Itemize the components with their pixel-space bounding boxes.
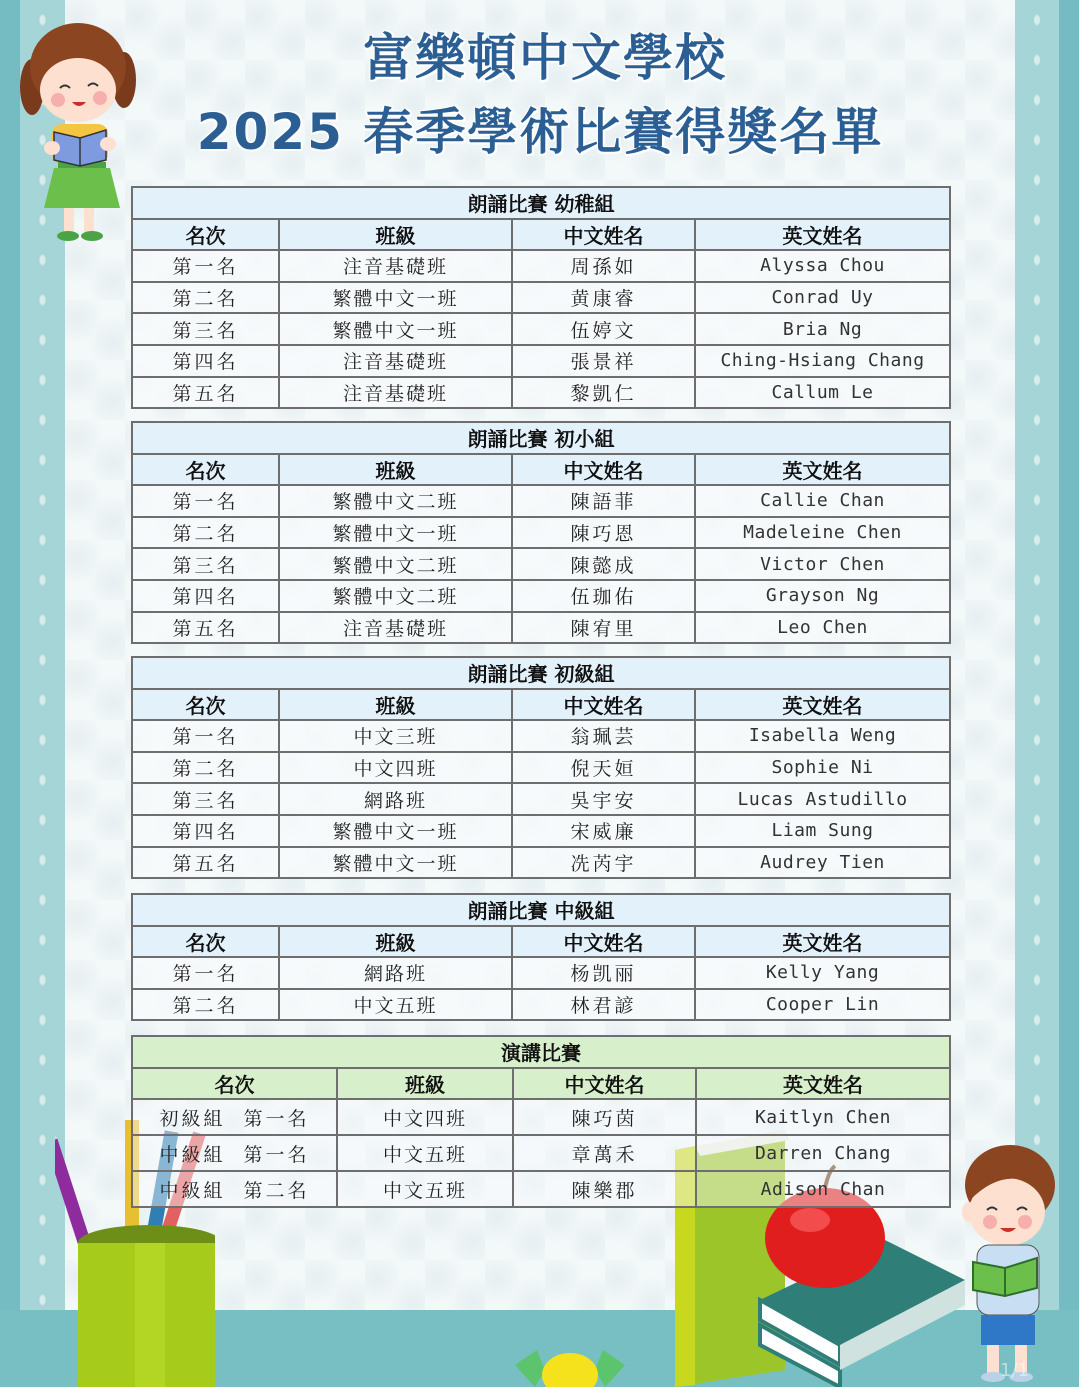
chinese-name-cell: 周孫如 xyxy=(512,250,695,282)
column-header-english-name: 英文姓名 xyxy=(695,454,950,486)
english-name-cell: Callum Le xyxy=(695,377,950,409)
rank-cell: 中級組 第一名 xyxy=(132,1135,337,1171)
class-cell: 中文五班 xyxy=(337,1171,513,1207)
english-name-cell: Bria Ng xyxy=(695,313,950,345)
class-cell: 中文四班 xyxy=(337,1099,513,1135)
column-header-rank: 名次 xyxy=(132,689,279,721)
table-caption: 演講比賽 xyxy=(132,1036,950,1068)
chinese-name-cell: 陳懿成 xyxy=(512,548,695,580)
rank-cell: 第五名 xyxy=(132,377,279,409)
rank-cell: 第四名 xyxy=(132,815,279,847)
table-caption: 朗誦比賽 幼稚組 xyxy=(132,187,950,219)
chinese-name-cell: 陳樂郡 xyxy=(513,1171,696,1207)
chinese-name-cell: 陳巧茵 xyxy=(513,1099,696,1135)
table-row xyxy=(132,377,950,409)
chinese-name-cell: 黄康睿 xyxy=(512,282,695,314)
speech-contest-table xyxy=(131,1035,951,1208)
column-header-chinese-name: 中文姓名 xyxy=(512,454,695,486)
class-cell: 繁體中文二班 xyxy=(279,580,512,612)
column-header-chinese-name: 中文姓名 xyxy=(512,926,695,958)
rank-cell: 第二名 xyxy=(132,752,279,784)
class-cell: 繁體中文一班 xyxy=(279,815,512,847)
table-header-row xyxy=(132,219,950,251)
page-marker: 1/1 xyxy=(1000,1360,1029,1381)
column-header-chinese-name: 中文姓名 xyxy=(512,219,695,251)
background-right-pattern xyxy=(1015,0,1059,1310)
column-header-rank: 名次 xyxy=(132,219,279,251)
column-header-class: 班級 xyxy=(279,926,512,958)
english-name-cell: Grayson Ng xyxy=(695,580,950,612)
chinese-name-cell: 杨凯丽 xyxy=(512,957,695,989)
table-row xyxy=(132,1099,950,1135)
rank-cell: 第三名 xyxy=(132,783,279,815)
table-row xyxy=(132,783,950,815)
rank-cell: 第四名 xyxy=(132,345,279,377)
column-header-class: 班級 xyxy=(279,219,512,251)
table-row xyxy=(132,847,950,879)
rank-cell: 第三名 xyxy=(132,548,279,580)
column-header-class: 班級 xyxy=(337,1068,513,1100)
table-row xyxy=(132,313,950,345)
english-name-cell: Madeleine Chen xyxy=(695,517,950,549)
chinese-name-cell: 張景祥 xyxy=(512,345,695,377)
table-row xyxy=(132,345,950,377)
english-name-cell: Kaitlyn Chen xyxy=(696,1099,950,1135)
class-cell: 中文五班 xyxy=(279,989,512,1021)
rank-cell: 第五名 xyxy=(132,612,279,644)
table-row xyxy=(132,720,950,752)
class-cell: 繁體中文一班 xyxy=(279,313,512,345)
chinese-name-cell: 陳宥里 xyxy=(512,612,695,644)
column-header-english-name: 英文姓名 xyxy=(695,926,950,958)
rank-cell: 第四名 xyxy=(132,580,279,612)
recitation-kindergarten-table xyxy=(131,186,951,409)
table-row xyxy=(132,612,950,644)
recitation-intermediate-table xyxy=(131,893,951,1021)
table-header-row xyxy=(132,689,950,721)
english-name-cell: Lucas Astudillo xyxy=(695,783,950,815)
english-name-cell: Callie Chan xyxy=(695,485,950,517)
column-header-rank: 名次 xyxy=(132,926,279,958)
chinese-name-cell: 冼芮宇 xyxy=(512,847,695,879)
chinese-name-cell: 伍婷文 xyxy=(512,313,695,345)
table-row xyxy=(132,989,950,1021)
english-name-cell: Darren Chang xyxy=(696,1135,950,1171)
table-row xyxy=(132,548,950,580)
recitation-elementary-table xyxy=(131,656,951,879)
english-name-cell: Alyssa Chou xyxy=(695,250,950,282)
english-name-cell: Ching-Hsiang Chang xyxy=(695,345,950,377)
rank-cell: 第二名 xyxy=(132,282,279,314)
column-header-class: 班級 xyxy=(279,689,512,721)
rank-cell: 第一名 xyxy=(132,250,279,282)
class-cell: 網路班 xyxy=(279,783,512,815)
table-header-row xyxy=(132,454,950,486)
english-name-cell: Sophie Ni xyxy=(695,752,950,784)
class-cell: 繁體中文一班 xyxy=(279,282,512,314)
rank-cell: 第一名 xyxy=(132,957,279,989)
rank-cell: 第二名 xyxy=(132,517,279,549)
page-title: 2025 春季學術比賽得獎名單 xyxy=(196,103,884,161)
class-cell: 中文五班 xyxy=(337,1135,513,1171)
wrapped-candy-icon xyxy=(515,1345,625,1387)
background-right-strip xyxy=(1059,0,1079,1387)
english-name-cell: Kelly Yang xyxy=(695,957,950,989)
column-header-class: 班級 xyxy=(279,454,512,486)
rank-cell: 第一名 xyxy=(132,720,279,752)
table-row xyxy=(132,250,950,282)
class-cell: 中文三班 xyxy=(279,720,512,752)
class-cell: 網路班 xyxy=(279,957,512,989)
english-name-cell: Adison Chan xyxy=(696,1171,950,1207)
chinese-name-cell: 翁珮芸 xyxy=(512,720,695,752)
english-name-cell: Isabella Weng xyxy=(695,720,950,752)
class-cell: 繁體中文二班 xyxy=(279,548,512,580)
rank-cell: 第二名 xyxy=(132,989,279,1021)
class-cell: 注音基礎班 xyxy=(279,612,512,644)
table-row xyxy=(132,580,950,612)
table-header-row xyxy=(132,1068,950,1100)
table-row xyxy=(132,752,950,784)
english-name-cell: Audrey Tien xyxy=(695,847,950,879)
table-row xyxy=(132,282,950,314)
table-row xyxy=(132,1135,950,1171)
class-cell: 中文四班 xyxy=(279,752,512,784)
class-cell: 繁體中文一班 xyxy=(279,517,512,549)
chinese-name-cell: 章萬禾 xyxy=(513,1135,696,1171)
column-header-rank: 名次 xyxy=(132,1068,337,1100)
rank-cell: 初級組 第一名 xyxy=(132,1099,337,1135)
chinese-name-cell: 林君諺 xyxy=(512,989,695,1021)
chinese-name-cell: 陳巧恩 xyxy=(512,517,695,549)
rank-cell: 第五名 xyxy=(132,847,279,879)
class-cell: 繁體中文二班 xyxy=(279,485,512,517)
table-row xyxy=(132,815,950,847)
english-name-cell: Victor Chen xyxy=(695,548,950,580)
table-caption: 朗誦比賽 初小組 xyxy=(132,422,950,454)
table-row xyxy=(132,485,950,517)
rank-cell: 中級組 第二名 xyxy=(132,1171,337,1207)
english-name-cell: Leo Chen xyxy=(695,612,950,644)
column-header-chinese-name: 中文姓名 xyxy=(512,689,695,721)
column-header-english-name: 英文姓名 xyxy=(696,1068,950,1100)
column-header-chinese-name: 中文姓名 xyxy=(513,1068,696,1100)
chinese-name-cell: 倪天姮 xyxy=(512,752,695,784)
table-header-row xyxy=(132,926,950,958)
column-header-english-name: 英文姓名 xyxy=(695,219,950,251)
english-name-cell: Cooper Lin xyxy=(695,989,950,1021)
class-cell: 注音基礎班 xyxy=(279,377,512,409)
chinese-name-cell: 吳宇安 xyxy=(512,783,695,815)
chinese-name-cell: 黎凱仁 xyxy=(512,377,695,409)
column-header-english-name: 英文姓名 xyxy=(695,689,950,721)
english-name-cell: Liam Sung xyxy=(695,815,950,847)
chinese-name-cell: 伍珈佑 xyxy=(512,580,695,612)
school-name: 富樂頓中文學校 xyxy=(363,29,727,87)
table-row xyxy=(132,1171,950,1207)
rank-cell: 第三名 xyxy=(132,313,279,345)
chinese-name-cell: 陳語菲 xyxy=(512,485,695,517)
title-block xyxy=(130,22,950,168)
table-caption: 朗誦比賽 初級組 xyxy=(132,657,950,689)
class-cell: 注音基礎班 xyxy=(279,250,512,282)
class-cell: 注音基礎班 xyxy=(279,345,512,377)
rank-cell: 第一名 xyxy=(132,485,279,517)
recitation-lower-elementary-table xyxy=(131,421,951,644)
table-row xyxy=(132,957,950,989)
table-row xyxy=(132,517,950,549)
english-name-cell: Conrad Uy xyxy=(695,282,950,314)
class-cell: 繁體中文一班 xyxy=(279,847,512,879)
girl-reading-book-icon xyxy=(12,12,137,244)
table-caption: 朗誦比賽 中級組 xyxy=(132,894,950,926)
boy-reading-book-icon xyxy=(955,1140,1060,1385)
chinese-name-cell: 宋威廉 xyxy=(512,815,695,847)
column-header-rank: 名次 xyxy=(132,454,279,486)
